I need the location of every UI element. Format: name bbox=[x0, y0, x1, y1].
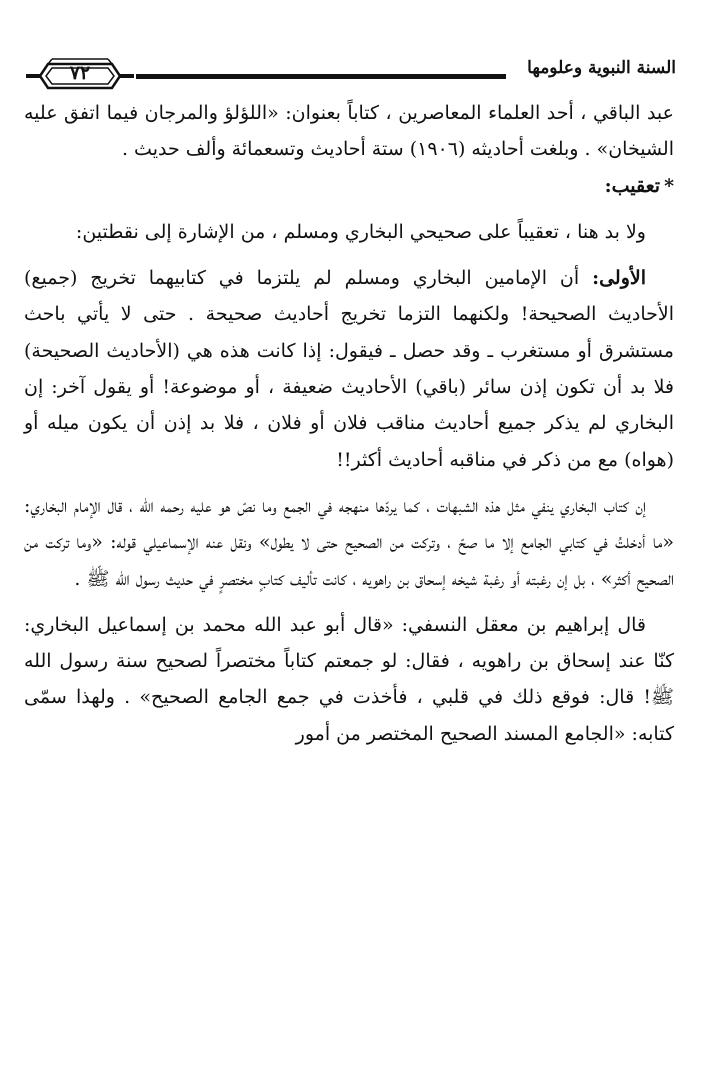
paragraph-first-point bbox=[24, 260, 674, 478]
paragraph-nasafi-quote: قال إبراهيم بن معقل النسفي: «قال أبو عبد الله محمد بن إسماعيل البخاري: كنّا عند إسحاق بن راهويه ، فقال: لو جمعتم كتاباً مختصراً لصحيح سنة رسول الله ﷺ! قال: فوقع ذلك في قلبي ، فأخذت في جمع الجامع الصحيح» . ولهذا سمّى كتابه: «الجامع المسند الصحيح المختصر من أمور bbox=[24, 613, 674, 745]
paragraph-continuation: عبد الباقي ، أحد العلماء المعاصرين ، كتاباً بعنوان: «اللؤلؤ والمرجان فيما اتفق عليه الشيخان» . وبلغت أحاديثه (١٩٠٦) ستة أحاديث وتسعمائة وألف حديث . bbox=[24, 102, 674, 161]
header-rule bbox=[136, 74, 506, 79]
page-number-frame bbox=[26, 56, 134, 92]
first-point-label: الأولى: bbox=[592, 267, 646, 290]
page-body bbox=[24, 95, 674, 752]
page-number: ٧٢ bbox=[69, 62, 91, 84]
running-title: السنة النبوية وعلومها bbox=[527, 58, 676, 78]
section-heading-text: تعقيب: bbox=[604, 174, 661, 197]
paragraph-intro: ولا بد هنا ، تعقيباً على صحيحي البخاري ومسلم ، من الإشارة إلى نقطتين: bbox=[75, 220, 646, 243]
page-header bbox=[26, 52, 676, 96]
first-point-text: أن الإمامين البخاري ومسلم لم يلتزما في كتابيهما تخريج (جميع) الأحاديث الصحيحة! ولكنهما التزما تخريج أحاديث صحيحة . حتى لا يأتي باحث مستشرق أو مستغرب ـ وقد حصل ـ فيقول: إذا كانت هذه هي (الأحاديث الصحيحة) فلا بد أن تكون إذن سائر (باقي) الأحاديث ضعيفة ، أو موضوعة! أو يقول آخر: إن البخاري لم يذكر جميع أحاديث مناقب فلان أو فلان ، فلا بد إذن أن يكون ميله أو (هواه) مع من ذكر في مناقبه أحاديث أكثر!! bbox=[24, 267, 674, 471]
asterisk-icon: * bbox=[664, 174, 674, 197]
paragraph-bukhari-method: إن كتاب البخاري ينفي مثل هذه الشبهات ، كما يردّها منهجه في الجمع وما نصّ هو عليه رحمه الله ، قال الإمام البخاري: «ما أدخلتُ في كتابي الجامع إلا ما صحّ ، وتركت من الصحيح حتى لا يطول» ونقل عنه الإسماعيلي قوله: «وما تركت من الصحيح أكثر» ، بل إن رغبته أو رغبة شيخه إسحاق بن راهويه ، كانت تأليف كتابٍ مختصرٍ في حديث رسول الله ﷺ . bbox=[24, 494, 674, 590]
section-heading bbox=[24, 168, 674, 204]
